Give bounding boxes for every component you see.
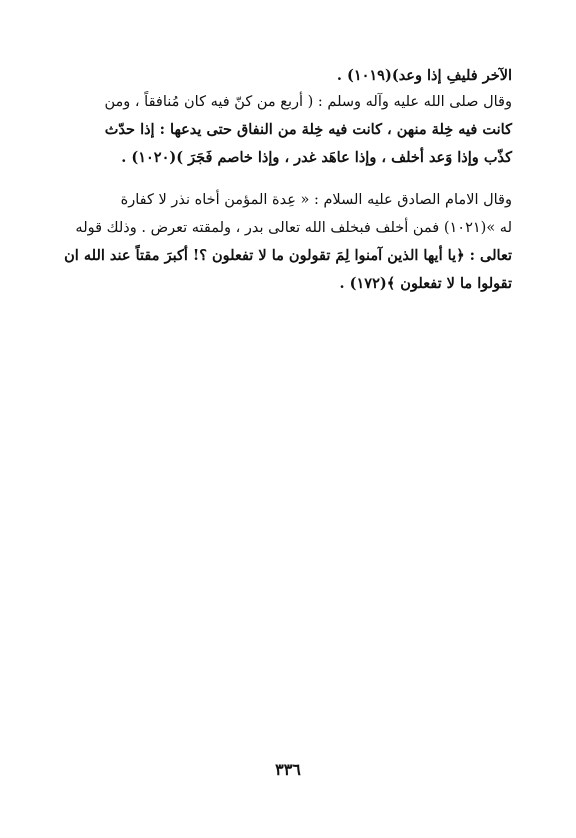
text-line: وقال الامام الصادق عليه السلام : « عِدة المؤمن أخاه نذر لا كفارة [120,192,512,208]
text-line: كذّب وإذا وَعد أخلف ، وإذا عاهَد غدر ، وإذا خاصم فَجَرَ )(١٠٢٠) . [121,149,512,166]
text-line: تعالى : ﴿يا أيها الذين آمنوا لِمَ تقولون ما لا تفعلون ؟! أكبرَ مقتاً عند الله ان [64,247,512,264]
text-line: الآخر فليفِ إذا وعد)(١٠١٩) . [336,67,512,84]
paragraph-hadith-prophet [76,88,512,172]
text-line: كانت فيه خِلة منهن ، كانت فيه خِلة من النفاق حتى يدعها : إذا حدّث [104,121,512,138]
text-line: تقولوا ما لا تفعلون ﴾(١٧٢) . [339,275,512,292]
text-line: وقال صلى الله عليه وآله وسلم : ( أربع من كنّ فيه كان مُنافقاً ، ومن [104,94,512,110]
text-line: له »(١٠٢١) فمن أخلف فبخلف الله تعالى بدر ، ولمقته تعرض . وذلك قوله [75,220,512,236]
top-line [76,62,512,90]
page-number: ٣٣٦ [275,760,301,779]
paragraph-hadith-imam [64,186,512,298]
